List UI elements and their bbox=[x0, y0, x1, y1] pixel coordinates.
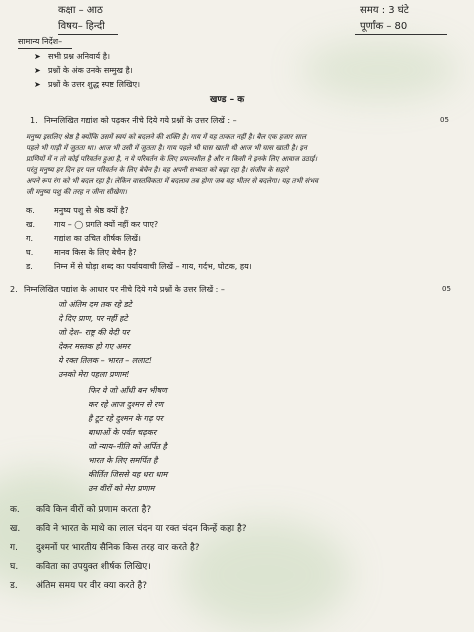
sub-question-label: क. bbox=[10, 505, 20, 515]
sub-question-label: ड. bbox=[10, 581, 18, 591]
instruction-item: प्रश्नों के अंक उनके सम्मुख है। bbox=[48, 66, 133, 75]
poem-line: देकर मस्तक हो गए अमर bbox=[58, 342, 130, 351]
subject-label: विषय– हिन्दी bbox=[58, 21, 105, 32]
passage-line: प्राणियों में न तो कोई परिवर्तन हुआ है, न ये परिवर्तन के लिए प्रयत्नशील है और न किसी ने इनके लिए आवाज उठाई। bbox=[26, 155, 318, 163]
sub-question-label: ख. bbox=[10, 524, 21, 534]
marks-underline bbox=[355, 34, 447, 35]
arrow-icon: ➤ bbox=[34, 80, 41, 89]
poem-line: है टूट रहे दुश्मन के गढ़ पर bbox=[88, 414, 163, 423]
arrow-icon: ➤ bbox=[34, 66, 41, 75]
sub-question-text: कविता का उपयुक्त शीर्षक लिखिए। bbox=[36, 562, 151, 572]
sub-question-label: ख. bbox=[26, 220, 36, 229]
sub-question-text: दुश्मनों पर भारतीय सैनिक किस तरह वार करते है? bbox=[36, 543, 200, 553]
class-label: कक्षा – आठ bbox=[58, 5, 103, 16]
poem-line: ये रक्त तिलक – भारत – ललाट! bbox=[58, 356, 152, 365]
section-title: खण्ड – क bbox=[210, 95, 245, 105]
marks-label: पूर्णांक – 80 bbox=[360, 21, 408, 32]
instructions-title: सामान्य निर्देश– bbox=[18, 37, 63, 46]
instructions-underline bbox=[18, 48, 72, 49]
passage-line: परंतु मनुष्य हर दिन हर पल परिवर्तन के लिए बेचैन है। वह अपनी सभ्यता को बढ़ा रहा है। संजीव के सहारे bbox=[26, 166, 289, 174]
sub-question-text: कवि ने भारत के माथे का लाल चंदन या रक्त चंदन किन्हें कहा है? bbox=[36, 524, 247, 534]
poem-line: जो देश– राष्ट्र की वेदी पर bbox=[58, 328, 130, 337]
poem-line: कीर्तित जिससे यह धरा धाम bbox=[88, 470, 168, 479]
instruction-item: प्रश्नों के उत्तर शुद्ध स्पष्ट लिखिए। bbox=[48, 80, 141, 89]
passage-line: जी मनुष्य पशु की तरह न जीना सीखेगा। bbox=[26, 188, 127, 196]
passage-line: मनुष्य इसलिए श्रेष्ठ है क्योंकि उसमें स्वयं को बदलने की शक्ति है। गाय में यह ताकत नहीं है। बैल एक हजार साल bbox=[26, 133, 306, 141]
sub-question-text: कवि किन वीरों को प्रणाम करता है? bbox=[36, 505, 152, 515]
poem-line: दे दिए प्राण, पर नहीं हटे bbox=[58, 314, 128, 323]
time-label: समय : 3 घंटे bbox=[360, 5, 409, 16]
instruction-item: सभी प्रश्न अनिवार्य है। bbox=[48, 52, 111, 61]
sub-question-text: गद्यांश का उचित शीर्षक लिखें। bbox=[54, 234, 141, 243]
sub-question-text: अंतिम समय पर वीर क्या करते है? bbox=[36, 581, 148, 591]
sub-question-label: घ. bbox=[10, 562, 19, 572]
subject-underline bbox=[58, 34, 118, 35]
poem-line: बाधाओं के पर्वत चढ़कर bbox=[88, 428, 157, 437]
sub-question-label: ड. bbox=[26, 262, 33, 271]
poem-line: जो न्याय–नीति को अर्पित है bbox=[88, 442, 167, 451]
sub-question-label: घ. bbox=[26, 248, 34, 257]
paper-shadow bbox=[300, 40, 460, 100]
question-number: 2. bbox=[10, 285, 18, 294]
sub-question-text: निम्न में से घोड़ा शब्द का पर्यायवाची लिखें – गाय, गर्दभ, घोटक, हय। bbox=[54, 262, 252, 271]
question-text: निम्नलिखित गद्यांश को पढ़कर नीचे दिये गये प्रश्नों के उत्तर लिखें : – bbox=[44, 116, 237, 125]
sub-question-text: मानव किस के लिए बेचैन है? bbox=[54, 248, 137, 257]
poem-line: फिर वे जो आँधी बन भीषण bbox=[88, 386, 167, 395]
paper-shadow bbox=[180, 520, 350, 630]
sub-question-label: ग. bbox=[26, 234, 34, 243]
arrow-icon: ➤ bbox=[34, 52, 41, 61]
question-marks: 05 bbox=[440, 116, 449, 124]
poem-line: जो अंतिम दम तक रहे डटे bbox=[58, 300, 132, 309]
question-marks: 05 bbox=[442, 285, 451, 293]
poem-line: कर रहे आज दुश्मन से रण bbox=[88, 400, 164, 409]
passage-line: अपने रूप रंग को भी बदल रहा है। लेकिन वास्तविकता में बदलाव तब होगा जब वह भीतर से बदलेगा। यह तभी संभव bbox=[26, 177, 319, 185]
sub-question-text: मनुष्य पशु से श्रेष्ठ क्यों है? bbox=[54, 206, 129, 215]
sub-question-text: गाय – ◯ प्रगति क्यों नहीं कर पाए? bbox=[54, 220, 159, 229]
poem-line: भारत के लिए समर्पित है bbox=[88, 456, 158, 465]
question-number: 1. bbox=[30, 116, 38, 125]
sub-question-label: क. bbox=[26, 206, 35, 215]
sub-question-label: ग. bbox=[10, 543, 18, 553]
poem-line: उनको मेरा पहला प्रणाम! bbox=[58, 370, 130, 379]
question-text: निम्नलिखित पद्यांश के आधार पर नीचे दिये गये प्रश्नों के उत्तर लिखें : – bbox=[24, 285, 225, 294]
passage-line: पहले भी गाड़ी में जुतता था। आज भी उसी में जुतता है। गाय पहले भी घास खाती थी आज भी घास खाती है। इन bbox=[26, 144, 307, 152]
poem-line: उन वीरों को मेरा प्रणाम bbox=[88, 484, 155, 493]
